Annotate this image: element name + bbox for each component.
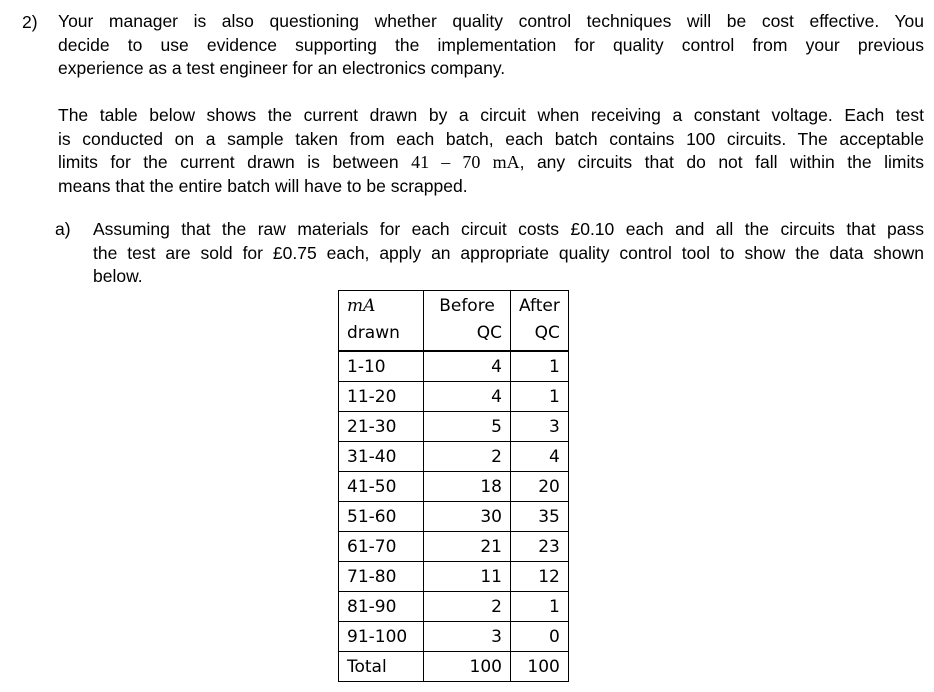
cell-after: 1 [511, 382, 569, 412]
table-row [339, 351, 569, 382]
header-after: After [519, 296, 560, 316]
part-a-line: the test are sold for £0.75 each, apply an appropriate quality control tool to show the data shown [93, 242, 924, 263]
cell-after: 1 [511, 351, 569, 382]
cell-after: 35 [511, 502, 569, 532]
header-before-qc-label: QC [476, 323, 502, 343]
table-row [339, 562, 569, 592]
cell-after: 20 [511, 472, 569, 502]
limits-text-after: , any circuits that do not fall within the limits [519, 152, 924, 172]
cell-before: 21 [424, 532, 511, 562]
part-a-line: below. [93, 266, 143, 286]
cell-after: 0 [511, 622, 569, 652]
cell-before: 5 [424, 412, 511, 442]
header-after-qc [511, 291, 569, 352]
part-a-paragraph [93, 218, 924, 289]
part-a-line: Assuming that the raw materials for each circuit costs £0.10 each and all the circuits that pass [93, 219, 924, 239]
table-row [339, 472, 569, 502]
table-total-row [339, 652, 569, 682]
cell-range: 51-60 [339, 502, 424, 532]
header-drawn: drawn [347, 323, 400, 343]
cell-after: 1 [511, 592, 569, 622]
cell-range: 1-10 [339, 351, 424, 382]
part-a-letter: a) [55, 219, 71, 239]
table-row [339, 622, 569, 652]
cell-before: 2 [424, 592, 511, 622]
cell-before: 30 [424, 502, 511, 532]
cell-total-before: 100 [424, 652, 511, 682]
cell-after: 3 [511, 412, 569, 442]
cell-after: 4 [511, 442, 569, 472]
description-line: means that the entire batch will have to be scrapped. [58, 175, 468, 196]
header-ma-drawn [339, 291, 424, 352]
header-after-qc-label: QC [534, 323, 560, 343]
limits-text-before: limits for the current drawn is between [58, 152, 412, 172]
intro-line: decide to use evidence supporting the implementation for quality control from your previous [58, 34, 924, 55]
cell-range: 21-30 [339, 412, 424, 442]
cell-range: 61-70 [339, 532, 424, 562]
cell-before: 2 [424, 442, 511, 472]
current-drawn-table [338, 290, 569, 682]
description-line: is conducted on a sample taken from each batch, each batch contains 100 circuits. The acceptable [58, 128, 924, 149]
table-row [339, 502, 569, 532]
cell-range: 31-40 [339, 442, 424, 472]
cell-range: 71-80 [339, 562, 424, 592]
cell-before: 11 [424, 562, 511, 592]
intro-line: experience as a test engineer for an electronics company. [58, 58, 506, 78]
cell-range: 91-100 [339, 622, 424, 652]
header-before-qc [424, 291, 511, 352]
cell-after: 23 [511, 532, 569, 562]
cell-range: 81-90 [339, 592, 424, 622]
cell-before: 18 [424, 472, 511, 502]
limits-math: 41 – 70 mA [411, 152, 520, 172]
header-before: Before [439, 296, 495, 316]
table-header-row [339, 291, 569, 352]
table-row [339, 532, 569, 562]
cell-range: 11-20 [339, 382, 424, 412]
cell-total-after: 100 [511, 652, 569, 682]
cell-before: 4 [424, 382, 511, 412]
question-number: 2) [22, 12, 38, 32]
description-line: The table below shows the current drawn by a circuit when receiving a constant voltage. Each test [58, 105, 924, 125]
header-ma: mA [347, 296, 376, 316]
question-intro-paragraph [58, 10, 924, 81]
cell-after: 12 [511, 562, 569, 592]
table-row [339, 592, 569, 622]
table-description-paragraph [58, 104, 924, 198]
intro-line: Your manager is also questioning whether quality control techniques will be cost effective. You [58, 11, 924, 31]
table-row [339, 412, 569, 442]
table-row [339, 382, 569, 412]
description-line [58, 151, 924, 175]
cell-total-label: Total [339, 652, 424, 682]
cell-range: 41-50 [339, 472, 424, 502]
cell-before: 3 [424, 622, 511, 652]
cell-before: 4 [424, 351, 511, 382]
table-row [339, 442, 569, 472]
